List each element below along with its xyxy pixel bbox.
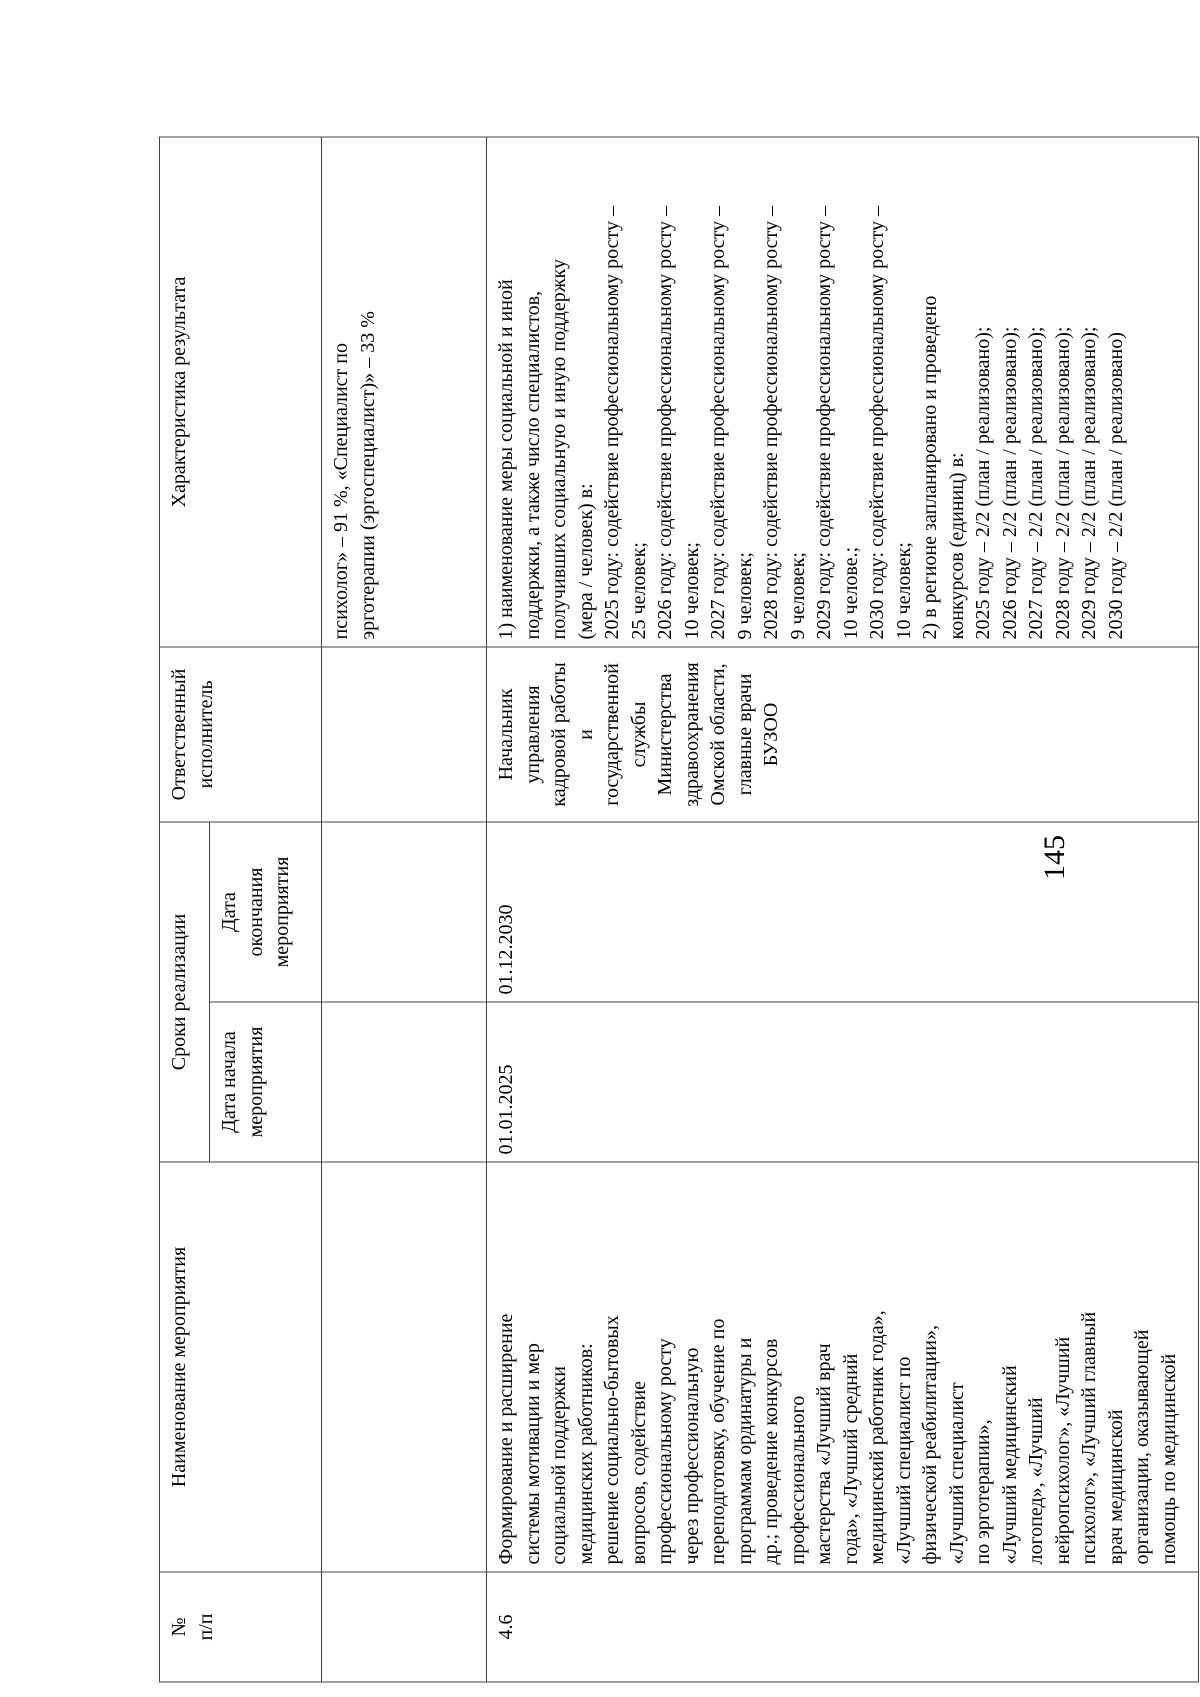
table-header-row — [160, 136, 210, 1681]
header-terms: Сроки реализации — [160, 821, 210, 1161]
header-end-date: Дата окончания мероприятия — [210, 821, 322, 1001]
cell-start — [322, 1002, 487, 1162]
table-row — [487, 136, 1199, 1681]
header-result: Характеристика результата — [160, 136, 322, 646]
cell-number — [322, 1572, 487, 1682]
cell-name: Формирование и расширение системы мотивации и мер социальной поддержки медицинских работников: решение социально-бытовых вопросов, содействие профессиональному росту через профессиональную переподготовку, обучение по программам ординатуры и др.; проведение конкурсов профессионального мастерства «Лучший врач года», «Лучший средний медицинский работник года», «Лучший специалист по физической реабилитации», «Лучший специалист по эрготерапии», «Лучший медицинский логопед», «Лучший нейропсихолог», «Лучший психолог», «Лучший главный врач медицинской организации, оказывающей помощь по медицинской — [487, 1162, 1199, 1572]
header-name: Наименование мероприятия — [160, 1162, 322, 1572]
cell-executor: Начальник управления кадровой работы и государственной службы Министерства здравоохранения Омской области, главные врачи БУЗОО — [487, 646, 1199, 821]
header-executor: Ответственный исполнитель — [160, 646, 322, 821]
cell-end — [322, 821, 487, 1001]
header-number: № п/п — [160, 1572, 322, 1682]
table-row — [322, 136, 487, 1681]
cell-result: психолог» – 91 %, «Специалист по эрготерапии (эргоспециалист)» – 33 % — [322, 136, 487, 646]
events-table — [159, 136, 1199, 1682]
cell-executor — [322, 646, 487, 821]
page-number: 145 — [1038, 834, 1071, 880]
cell-number: 4.6 — [487, 1572, 1199, 1682]
cell-result: 1) наименование меры социальной и иной поддержки, а также число специалистов, получивших социальную и иную поддержку (мера / человек) в: 2025 году: содействие профессиональному росту – 25 человек; 2026 году: содействие профессиональному росту – 10 человек; 2027 году: содействие профессиональному росту – 9 человек; 2028 году: содействие профессиональному росту – 9 человек; 2029 году: содействие профессиональному росту – 10 челове.; 2030 году: содействие профессиональному росту – 10 человек; 2) в регионе запланировано и проведено конкурсов (единиц) в: 2025 году – 2/2 (план / реализовано); 2026 году – 2/2 (план / реализовано); 2027 году – 2/2 (план / реализовано); 2028 году – 2/2 (план / реализовано); 2029 году – 2/2 (план / реализовано); 2030 году – 2/2 (план / реализовано) — [487, 136, 1199, 646]
cell-end: 01.12.2030 — [487, 821, 1199, 1001]
header-start-date: Дата начала мероприятия — [210, 1002, 322, 1162]
cell-name — [322, 1162, 487, 1572]
cell-start: 01.01.2025 — [487, 1002, 1199, 1162]
